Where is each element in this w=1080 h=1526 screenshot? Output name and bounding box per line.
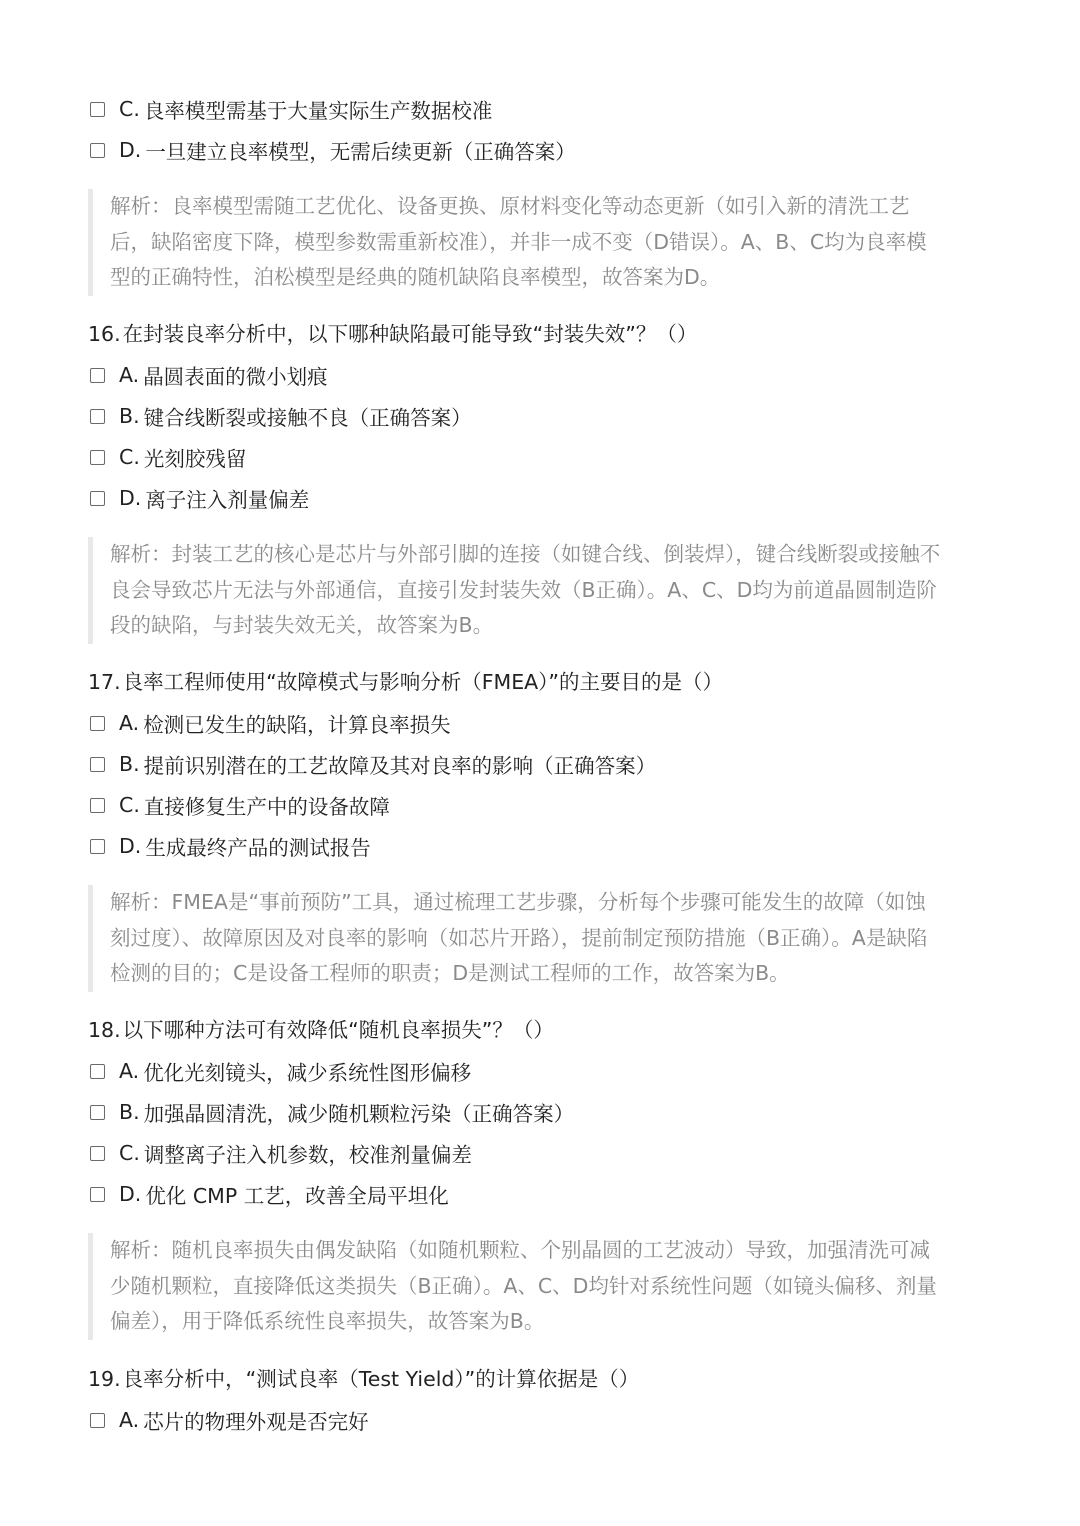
option-letter: D. — [119, 138, 142, 162]
checkbox[interactable] — [90, 1146, 105, 1161]
option-b[interactable] — [88, 401, 998, 431]
checkbox[interactable] — [90, 798, 105, 813]
question-number: 16. — [88, 322, 121, 346]
checkbox[interactable] — [90, 409, 105, 424]
option-letter: A. — [119, 711, 140, 735]
option-letter: D. — [119, 834, 142, 858]
option-a[interactable] — [88, 1056, 998, 1086]
option-text: 优化光刻镜头，减少系统性图形偏移 — [143, 1061, 472, 1085]
question-text: 良率分析中，“测试良率（Test Yield）”的计算依据是（） — [122, 1367, 640, 1391]
option-letter: B. — [119, 1100, 140, 1124]
option-b[interactable] — [88, 749, 998, 779]
question-number: 19. — [88, 1367, 121, 1391]
option-text: 键合线断裂或接触不良（正确答案） — [143, 406, 472, 430]
q15-analysis — [88, 189, 998, 296]
option-letter: D. — [119, 1182, 142, 1206]
option-a[interactable] — [88, 1405, 998, 1435]
option-letter: B. — [119, 752, 140, 776]
option-text: 良率模型需基于大量实际生产数据校准 — [143, 99, 493, 123]
checkbox[interactable] — [90, 143, 105, 158]
option-letter: B. — [119, 404, 140, 428]
q18-analysis — [88, 1233, 998, 1340]
question-text: 在封装良率分析中，以下哪种缺陷最可能导致“封装失效”？（） — [122, 322, 698, 346]
checkbox[interactable] — [90, 102, 105, 117]
q15-options — [88, 94, 998, 165]
analysis-line: 偏差），用于降低系统性良率损失，故答案为B。 — [110, 1309, 545, 1333]
option-text: 提前识别潜在的工艺故障及其对良率的影响（正确答案） — [143, 754, 657, 778]
option-letter: A. — [119, 363, 140, 387]
analysis-line: 型的正确特性，泊松模型是经典的随机缺陷良率模型，故答案为D。 — [110, 265, 721, 289]
option-d[interactable] — [88, 831, 998, 861]
option-text: 晶圆表面的微小划痕 — [143, 365, 328, 389]
option-d[interactable] — [88, 1179, 998, 1209]
option-c[interactable] — [88, 442, 998, 472]
option-text: 直接修复生产中的设备故障 — [143, 795, 390, 819]
question-title — [88, 1364, 998, 1394]
option-text: 检测已发生的缺陷，计算良率损失 — [143, 713, 451, 737]
question-title — [88, 1015, 998, 1045]
question-17 — [88, 667, 998, 861]
option-text: 一旦建立良率模型，无需后续更新（正确答案） — [145, 140, 576, 164]
checkbox[interactable] — [90, 491, 105, 506]
question-title — [88, 319, 998, 349]
option-c[interactable] — [88, 94, 998, 124]
option-letter: C. — [119, 793, 140, 817]
question-18 — [88, 1015, 998, 1209]
option-text: 芯片的物理外观是否完好 — [143, 1410, 369, 1434]
analysis-line: 刻过度）、故障原因及对良率的影响（如芯片开路），提前制定预防措施（B正确）。A是缺陷 — [110, 925, 928, 950]
option-letter: C. — [119, 445, 140, 469]
analysis-line: 解析：随机良率损失由偶发缺陷（如随机颗粒、个别晶圆的工艺波动）导致，加强清洗可减 — [110, 1238, 930, 1262]
option-d[interactable] — [88, 483, 998, 513]
question-number: 17. — [88, 670, 121, 694]
checkbox[interactable] — [90, 368, 105, 383]
checkbox[interactable] — [90, 1413, 105, 1428]
option-text: 优化 CMP 工艺，改善全局平坦化 — [145, 1184, 449, 1208]
option-letter: A. — [119, 1408, 140, 1432]
option-a[interactable] — [88, 360, 998, 390]
checkbox[interactable] — [90, 1187, 105, 1202]
option-text: 加强晶圆清洗，减少随机颗粒污染（正确答案） — [143, 1102, 575, 1126]
checkbox[interactable] — [90, 1064, 105, 1079]
option-letter: A. — [119, 1059, 140, 1083]
option-letter: D. — [119, 486, 142, 510]
checkbox[interactable] — [90, 839, 105, 854]
q16-analysis — [88, 537, 998, 644]
analysis-line: 解析：封装工艺的核心是芯片与外部引脚的连接（如键合线、倒装焊），键合线断裂或接触不 — [110, 542, 941, 566]
checkbox[interactable] — [90, 450, 105, 465]
analysis-line: 后，缺陷密度下降，模型参数需重新校准），并非一成不变（D错误）。A、B、C均为良率模 — [110, 229, 927, 254]
question-16 — [88, 319, 998, 513]
q17-analysis — [88, 885, 998, 992]
option-c[interactable] — [88, 1138, 998, 1168]
option-letter: C. — [119, 1141, 140, 1165]
question-title — [88, 667, 998, 697]
option-c[interactable] — [88, 790, 998, 820]
question-19 — [88, 1364, 998, 1435]
analysis-line: 解析：良率模型需随工艺优化、设备更换、原材料变化等动态更新（如引入新的清洗工艺 — [110, 194, 910, 218]
option-d[interactable] — [88, 135, 998, 165]
option-letter: C. — [119, 97, 140, 121]
option-text: 调整离子注入机参数，校准剂量偏差 — [143, 1143, 472, 1167]
checkbox[interactable] — [90, 1105, 105, 1120]
analysis-line: 解析：FMEA是“事前预防”工具，通过梳理工艺步骤，分析每个步骤可能发生的故障（如蚀 — [110, 890, 926, 914]
checkbox[interactable] — [90, 757, 105, 772]
option-text: 离子注入剂量偏差 — [145, 488, 310, 512]
analysis-line: 少随机颗粒，直接降低这类损失（B正确）。A、C、D均针对系统性问题（如镜头偏移、剂量 — [110, 1273, 937, 1298]
checkbox[interactable] — [90, 716, 105, 731]
option-text: 光刻胶残留 — [143, 447, 247, 471]
question-number: 18. — [88, 1018, 121, 1042]
option-b[interactable] — [88, 1097, 998, 1127]
option-text: 生成最终产品的测试报告 — [145, 836, 371, 860]
analysis-line: 良会导致芯片无法与外部通信，直接引发封装失效（B正确）。A、C、D均为前道晶圆制造阶 — [110, 577, 937, 602]
option-a[interactable] — [88, 708, 998, 738]
analysis-line: 段的缺陷，与封装失效无关，故答案为B。 — [110, 613, 494, 637]
question-text: 以下哪种方法可有效降低“随机良率损失”？（） — [122, 1018, 554, 1042]
question-text: 良率工程师使用“故障模式与影响分析（FMEA）”的主要目的是（） — [122, 670, 724, 694]
analysis-line: 检测的目的；C是设备工程师的职责；D是测试工程师的工作，故答案为B。 — [110, 961, 790, 985]
